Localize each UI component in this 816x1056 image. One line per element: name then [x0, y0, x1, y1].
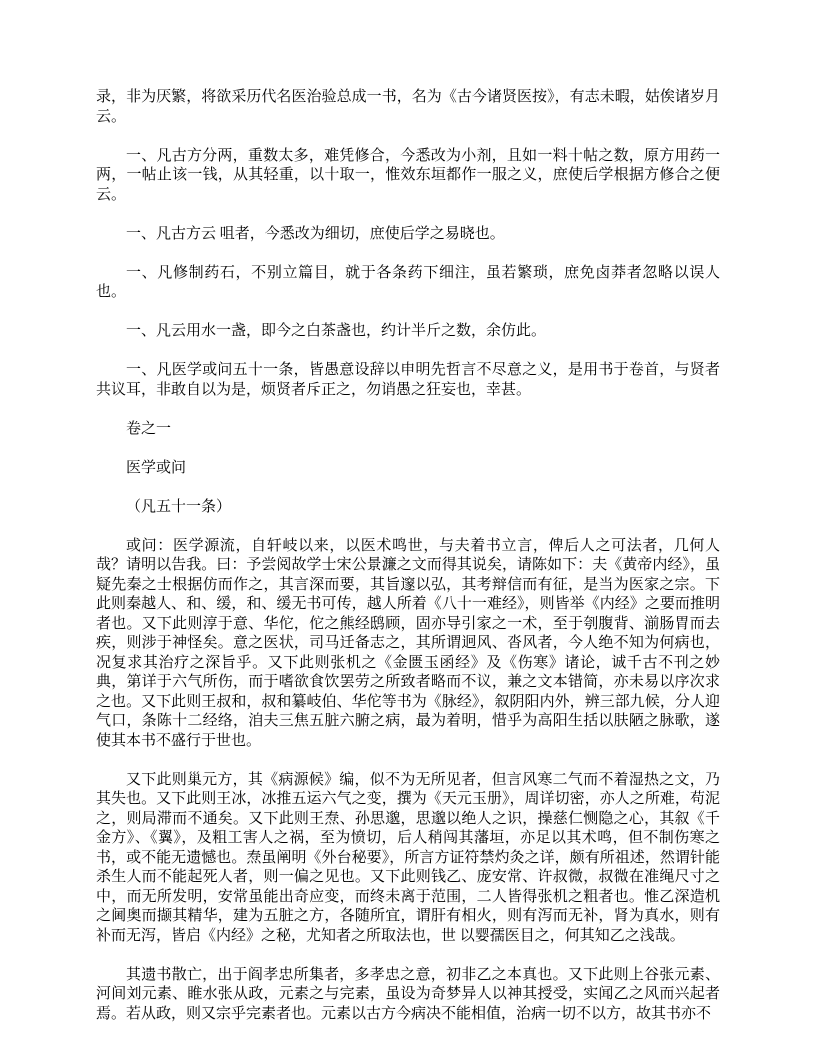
section-item-count: （凡五十一条）	[126, 498, 232, 515]
volume-heading: 卷之一	[126, 420, 172, 437]
section-title: 医学或问	[126, 459, 187, 476]
fanli-item-water-measure: 一、凡云用水一盏，即今之白茶盏也，约计半斤之数，余仿此。	[126, 323, 547, 339]
paragraph-medical-origins-3: 其遗书散亡，出于阎孝忠所集者，多孝忠之意，初非乙之本真也。又下此则上谷张元素、河间刘元素、睢水张从政，元素之与完素，虽设为奇梦异人以神其授受，实闻乙之风而兴起者焉。若从政，则又宗乎完素者也。元素以古方今病决不能相值，治病一切不以方，故其书亦不	[96, 966, 720, 1022]
paragraph-medical-origins-1: 或问：医学源流，自轩岐以来，以医术鸣世，与夫着书立言，俾后人之可法者，几何人哉？请明以告我。曰：予尝阅故学士宋公景濂之文而得其说矣，请陈如下：夫《黄帝内经》，虽疑先秦之士根据仿而作之，其言深而要，其旨邃以弘，其考辩信而有征，是当为医家之宗。下此则秦越人、和、缓，和、缓无书可传，越人所着《八十一难经》，则皆举《内经》之要而推明者也。又下此则淳于意、华佗，佗之熊经鸱顾，固亦导引家之一术，至于刳腹背、湔肠胃而去疾，则涉于神怪矣。意之医状，司马迁备志之，其所谓迥风、沓风者，今人绝不知为何病也，况复求其治疗之深旨乎。又下此则张机之《金匮玉函经》及《伤寒》诸论，诚千古不刊之妙典，第详于六气所伤，而于嗜欲食饮罢劳之所致者略而不议，兼之文本错简，亦未易以序次求之也。又下此则王叔和，叔和纂岐伯、华佗等书为《脉经》，叙阴阳内外，辨三部九候，分人迎气口，条陈十二经络，洎夫三焦五脏六腑之病，最为着明，惜乎为高阳生括以肤陋之脉歌，遂使其本书不盛行于世也。	[96, 537, 720, 749]
fanli-item-preparation: 一、凡修制药石，不别立篇目，就于各条药下细注，虽若繁琐，庶免卤莽者忽略以误人也。	[96, 264, 720, 300]
paragraph-medical-origins-2: 又下此则巢元方，其《病源候》编，似不为无所见者，但言风寒二气而不着湿热之文，乃其失也。又下此则王冰，冰推五运六气之变，撰为《天元玉册》，周详切密，亦人之所难，苟泥之，则局滞而不通矣。又下此则王焘、孙思邈，思邈以绝人之识，操慈仁恻隐之心，其叙《千金方》、《翼》，及粗工害人之祸，至为愤切，后人稍闯其藩垣，亦足以其术鸣，但不制伤寒之书，或不能无遗憾也。焘虽阐明《外台秘要》，所言方证符禁灼灸之详，颇有所祖述，然谓针能杀生人而不能起死人者，则一偏之见也。又下此则钱乙、庞安常、许叔微，叔微在准绳尺寸之中，而无所发明，安常虽能出奇应变，而终未离于范围，二人皆得张机之粗者也。惟乙深造机之阃奥而撷其精华，建为五脏之方，各随所宜，谓肝有相火，则有泻而无补，肾为真水，则有补而无泻，皆启《内经》之秘，尤知者之所取法也，世 以婴孺医目之，何其知乙之浅哉。	[96, 771, 720, 944]
fanli-item-dosage: 一、凡古方分两，重数太多，难凭修合，今悉改为小剂，且如一料十帖之数，原方用药一两，一帖止该一钱，从其轻重，以十取一，惟效东垣都作一服之义，庶使后学根据方修合之便云。	[96, 147, 720, 203]
fanli-item-cutting: 一、凡古方云 咀者，今悉改为细切，庶使后学之易晓也。	[126, 225, 505, 242]
fanli-item-questions: 一、凡医学或问五十一条，皆愚意设辞以申明先哲言不尽意之义，是用书于卷首，与贤者共议耳，非敢自以为是，烦贤者斥正之，勿诮愚之狂妄也，幸甚。	[96, 362, 720, 398]
paragraph-continuation: 录，非为厌繁，将欲采历代名医治验总成一书，名为《古今诸贤医按》，有志未暇，姑俟诸岁月云。	[96, 89, 720, 125]
